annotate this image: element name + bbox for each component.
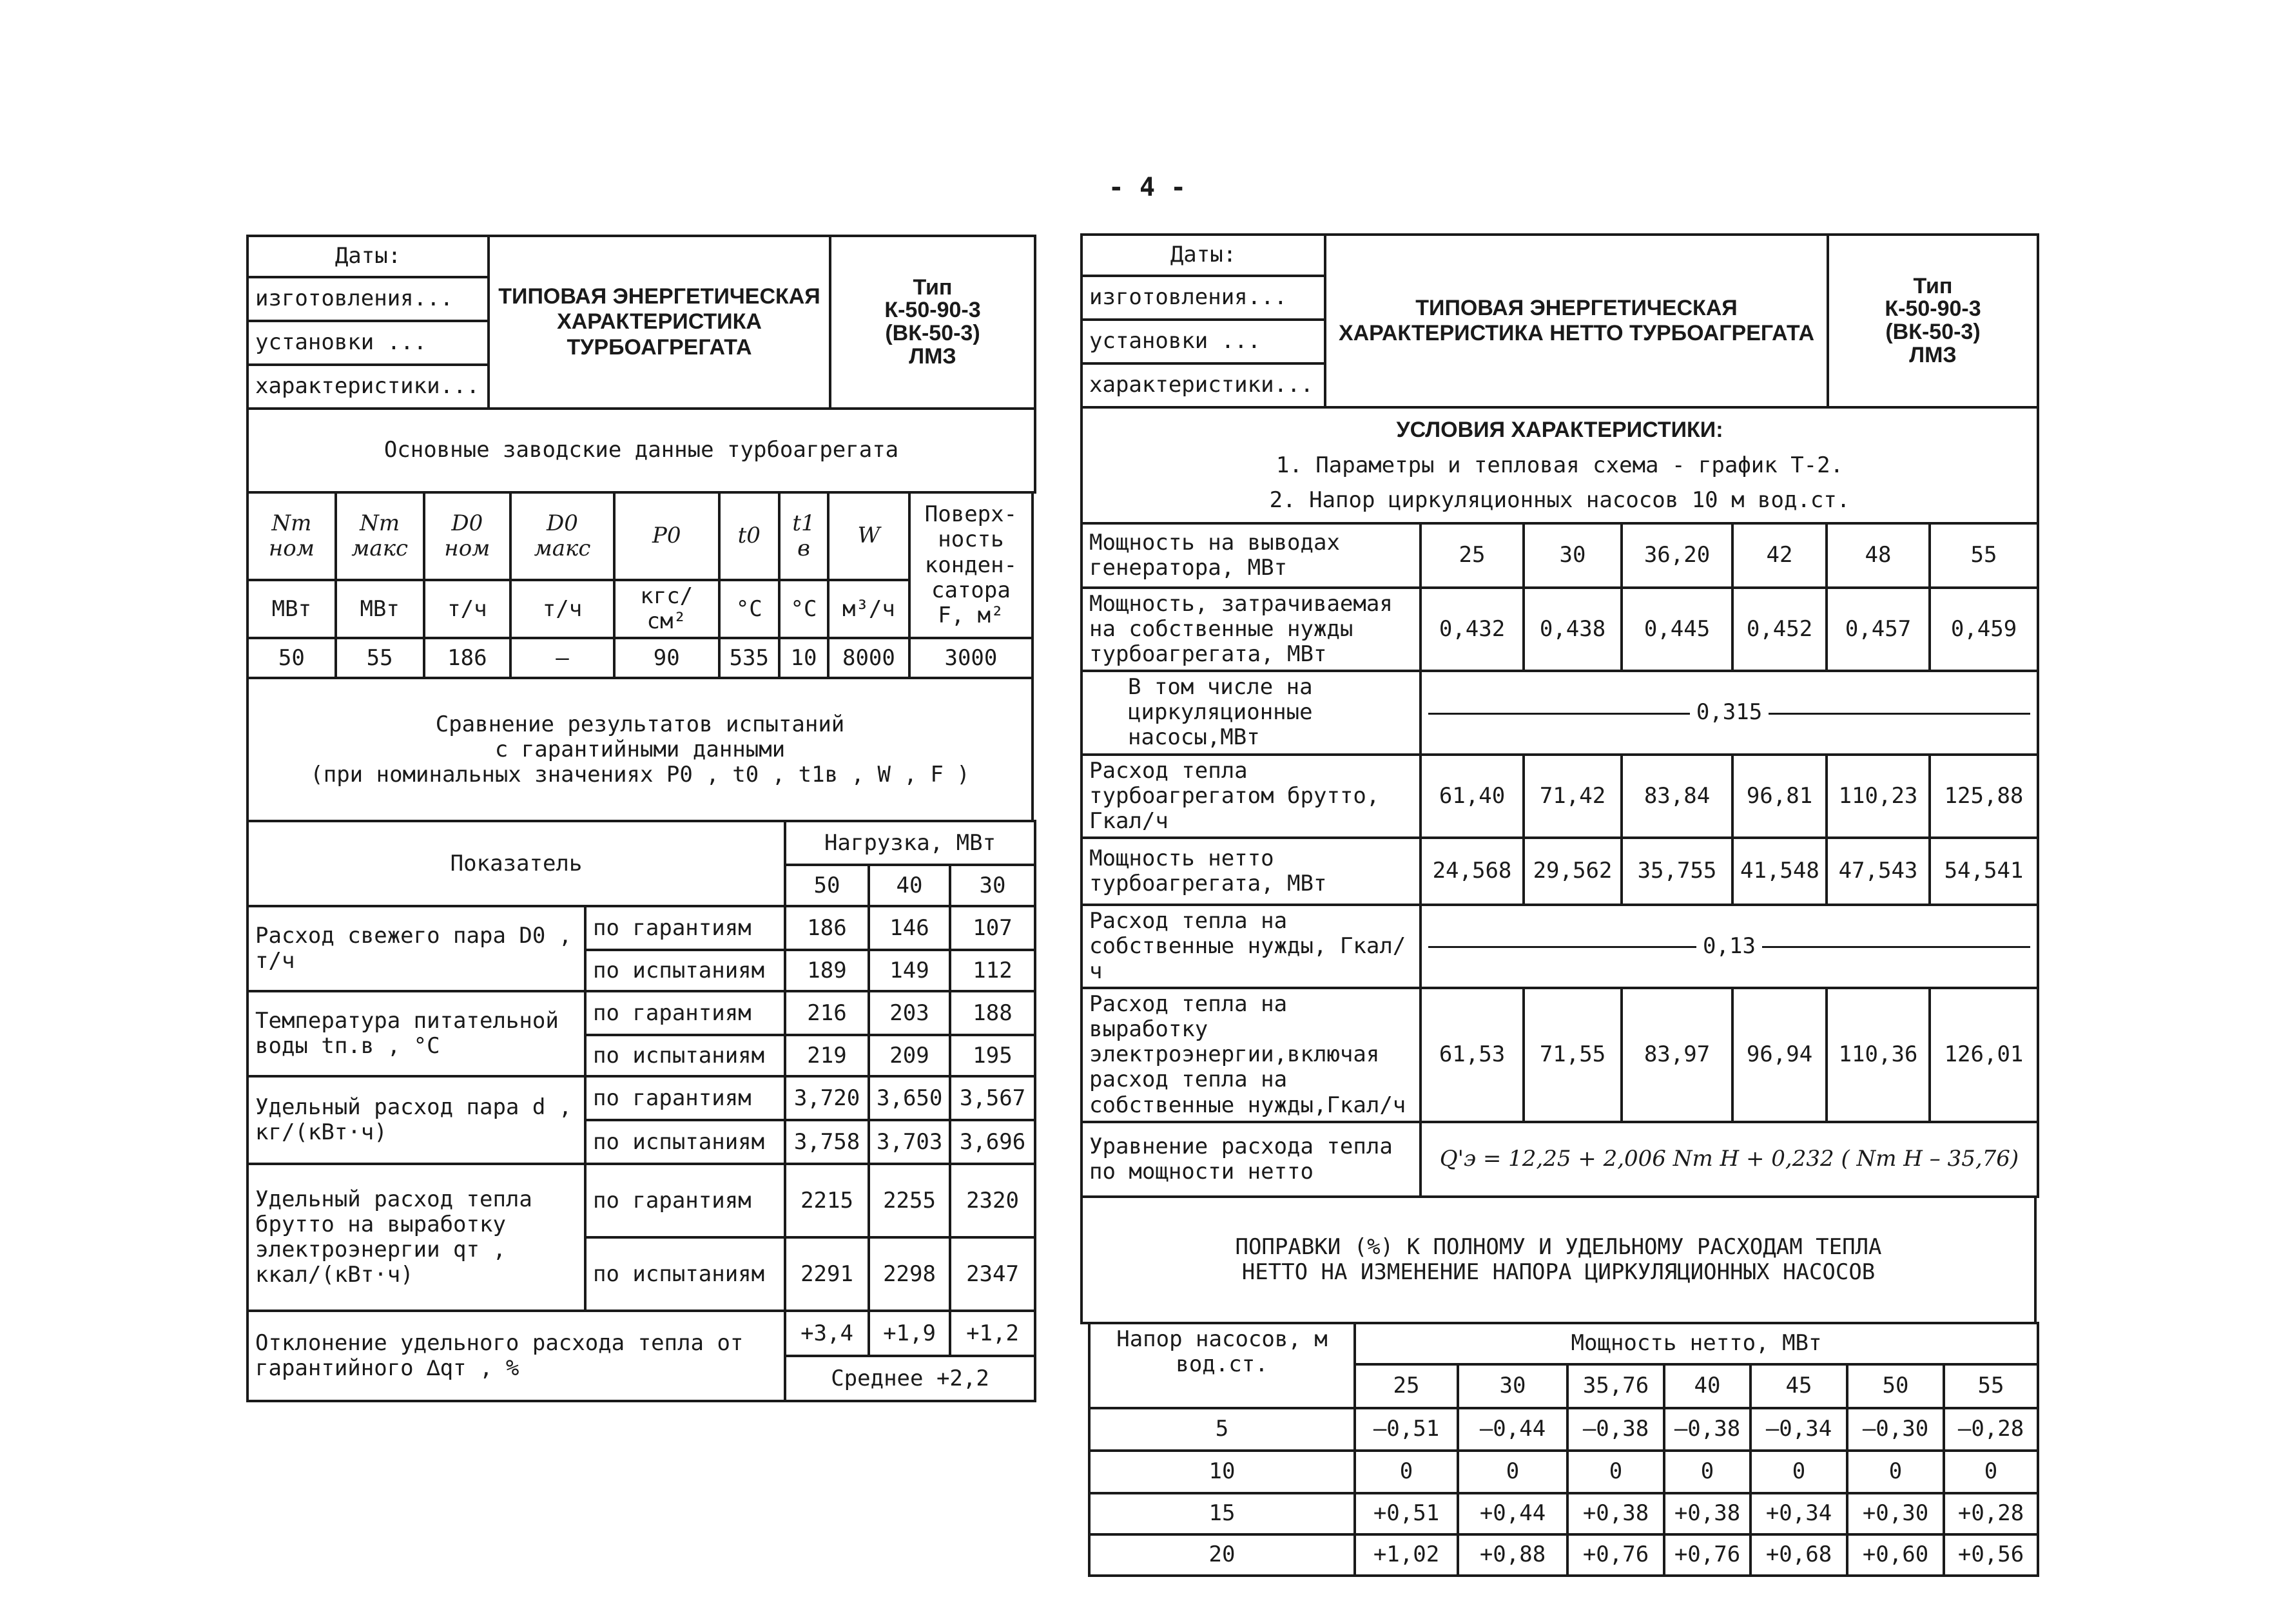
- net-span-cell: [1421, 905, 2038, 988]
- pump-head: 10: [1089, 1451, 1355, 1493]
- power-value: 30: [1458, 1364, 1567, 1408]
- cell-value: 2298: [869, 1237, 950, 1311]
- correction-value: +0,51: [1355, 1493, 1458, 1534]
- col-load: Нагрузка, МВт: [785, 821, 1035, 865]
- sub-label: по гарантиям: [585, 991, 785, 1035]
- comparison-table: [246, 820, 1036, 1402]
- net-value: 83,84: [1622, 755, 1732, 838]
- date-installation: установки ...: [1083, 320, 1324, 363]
- param-value: 535: [719, 638, 779, 678]
- net-row-label: Мощность нетто турбоагрегата, МВт: [1081, 838, 1421, 905]
- net-value: 25: [1421, 523, 1524, 588]
- left-dates-block: [247, 236, 489, 409]
- param-header: t1 в: [779, 492, 828, 580]
- net-span-value: 0,13: [1696, 933, 1762, 959]
- net-row-label: Расход тепла на собственные нужды, Гкал/ч: [1081, 905, 1421, 988]
- cell-value: 2320: [950, 1164, 1035, 1237]
- cell-value: 2215: [785, 1164, 869, 1237]
- right-turbine-type: [1828, 235, 2038, 407]
- net-value: 54,541: [1930, 838, 2038, 905]
- comparison-title-table: [246, 677, 1034, 822]
- corrections-title-table: [1080, 1195, 2037, 1324]
- sub-label: по гарантиям: [585, 1076, 785, 1120]
- correction-value: +0,76: [1664, 1534, 1750, 1576]
- net-value: 96,94: [1732, 988, 1827, 1121]
- net-value: 0,457: [1827, 588, 1930, 671]
- cell-value: 189: [785, 950, 869, 991]
- title-line: ХАРАКТЕРИСТИКА НЕТТО ТУРБОАГРЕГАТА: [1338, 321, 1815, 345]
- type-line: К-50-90-3: [1885, 296, 1981, 322]
- correction-value: +0,28: [1944, 1493, 2038, 1534]
- net-power-header: Мощность нетто, МВт: [1355, 1323, 2038, 1364]
- param-value: 3000: [909, 638, 1033, 678]
- net-value: 96,81: [1732, 755, 1827, 838]
- net-value: 0,432: [1421, 588, 1524, 671]
- param-value: 90: [614, 638, 719, 678]
- net-value: 41,548: [1732, 838, 1827, 905]
- pump-head: 20: [1089, 1534, 1355, 1576]
- load-value: 50: [785, 865, 869, 906]
- param-unit: м³/ч: [828, 580, 909, 638]
- param-header: t0: [719, 492, 779, 580]
- net-row-label: Уравнение расхода тепла по мощности нетто: [1081, 1122, 1421, 1197]
- net-value: 0,452: [1732, 588, 1827, 671]
- net-value: 47,543: [1827, 838, 1930, 905]
- condition-item: 1. Параметры и тепловая схема - график Т-2.: [1275, 452, 1844, 478]
- param-header: D0 ном: [424, 492, 511, 580]
- power-value: 55: [1944, 1364, 2038, 1408]
- param-value: 55: [336, 638, 424, 678]
- indicator-name: Удельный расход пара d , кг/(кВт·ч): [247, 1076, 585, 1164]
- type-line: К-50-90-3: [884, 298, 981, 323]
- net-row-label: В том числе на циркуляционные насосы,МВт: [1081, 671, 1421, 754]
- correction-value: +0,68: [1750, 1534, 1847, 1576]
- cell-value: 2291: [785, 1237, 869, 1311]
- comparison-title-line: Сравнение результатов испытаний: [435, 711, 845, 737]
- sub-label: по испытаниям: [585, 1237, 785, 1311]
- correction-value: 0: [1567, 1451, 1664, 1493]
- type-line: Тип: [913, 275, 953, 300]
- title-line: ТУРБОАГРЕГАТА: [567, 334, 752, 360]
- date-characteristic: характеристики...: [255, 373, 480, 400]
- param-header: Nт макс: [336, 492, 424, 580]
- pump-head-header: Напор насосов, м вод.ст.: [1089, 1323, 1355, 1408]
- net-row-label: Мощность на выводах генератора, МВт: [1081, 523, 1421, 588]
- left-doc-title: [489, 236, 830, 409]
- param-value: 186: [424, 638, 511, 678]
- cell-value: 107: [950, 906, 1035, 950]
- correction-value: +0,30: [1847, 1493, 1944, 1534]
- comparison-title: [247, 678, 1033, 821]
- comparison-title-line: (при номинальных значениях P0 , t0 , t1в , W , F ): [310, 761, 970, 788]
- net-value: 71,42: [1524, 755, 1622, 838]
- cell-value: 203: [869, 991, 950, 1035]
- conditions-block: [1081, 407, 2038, 523]
- correction-value: +0,76: [1567, 1534, 1664, 1576]
- indicator-name: Расход свежего пара D0 , т/ч: [247, 906, 585, 991]
- correction-value: 0: [1847, 1451, 1944, 1493]
- cell-value: 219: [785, 1035, 869, 1076]
- conditions-title: УСЛОВИЯ ХАРАКТЕРИСТИКИ:: [1396, 418, 1723, 443]
- correction-value: 0: [1944, 1451, 2038, 1493]
- correction-value: –0,28: [1944, 1408, 2038, 1451]
- correction-value: –0,34: [1750, 1408, 1847, 1451]
- net-characteristic-table: [1080, 522, 2039, 1198]
- condition-item: 2. Напор циркуляционных насосов 10 м вод.ст.: [1269, 487, 1850, 514]
- net-value: 83,97: [1622, 988, 1732, 1121]
- correction-value: 0: [1750, 1451, 1847, 1493]
- param-value: –: [510, 638, 614, 678]
- correction-value: +0,60: [1847, 1534, 1944, 1576]
- param-unit: т/ч: [510, 580, 614, 638]
- deviation-value: +1,9: [869, 1311, 950, 1356]
- right-dates-block: [1081, 235, 1325, 407]
- left-panel: [246, 235, 1034, 1402]
- corrections-title-line: ПОПРАВКИ (%) К ПОЛНОМУ И УДЕЛЬНОМУ РАСХОДАМ ТЕПЛА: [1235, 1233, 1882, 1260]
- correction-value: +0,44: [1458, 1493, 1567, 1534]
- sub-label: по гарантиям: [585, 906, 785, 950]
- deviation-value: +3,4: [785, 1311, 869, 1356]
- net-value: 0,459: [1930, 588, 2038, 671]
- cell-value: 3,696: [950, 1120, 1035, 1164]
- right-header-table: [1080, 233, 2039, 525]
- correction-value: 0: [1458, 1451, 1567, 1493]
- net-row-label: Мощность, затрачиваемая на собственные нужды турбоагрегата, МВт: [1081, 588, 1421, 671]
- load-value: 30: [950, 865, 1035, 906]
- param-header: D0 макс: [510, 492, 614, 580]
- sub-label: по испытаниям: [585, 1035, 785, 1076]
- indicator-name: Удельный расход тепла брутто на выработку электроэнергии qт , ккал/(кВт·ч): [247, 1164, 585, 1311]
- cell-value: 209: [869, 1035, 950, 1076]
- param-header: P0: [614, 492, 719, 580]
- right-doc-title: [1325, 235, 1828, 407]
- sub-label: по испытаниям: [585, 1120, 785, 1164]
- correction-value: 0: [1355, 1451, 1458, 1493]
- correction-value: +0,34: [1750, 1493, 1847, 1534]
- type-line: (ВК-50-3): [1885, 320, 1981, 344]
- title-line: ТИПОВАЯ ЭНЕРГЕТИЧЕСКАЯ: [1415, 295, 1738, 320]
- type-line: ЛМЗ: [909, 343, 956, 369]
- param-unit: кгс/см²: [614, 580, 719, 638]
- page-number: - 4 -: [1108, 173, 1187, 202]
- load-value: 40: [869, 865, 950, 906]
- param-header: W: [828, 492, 909, 580]
- param-value: 10: [779, 638, 828, 678]
- net-value: 71,55: [1524, 988, 1622, 1121]
- power-value: 25: [1355, 1364, 1458, 1408]
- net-value: 35,755: [1622, 838, 1732, 905]
- net-value: 0,445: [1622, 588, 1732, 671]
- cell-value: 149: [869, 950, 950, 991]
- col-indicator: Показатель: [247, 821, 785, 906]
- pump-head: 15: [1089, 1493, 1355, 1534]
- indicator-name: Температура питательной воды tп.в , °С: [247, 991, 585, 1076]
- pump-head: 5: [1089, 1408, 1355, 1451]
- cell-value: 216: [785, 991, 869, 1035]
- date-manufacture: изготовления...: [249, 277, 487, 321]
- net-value: 42: [1732, 523, 1827, 588]
- net-value: 48: [1827, 523, 1930, 588]
- cell-value: 146: [869, 906, 950, 950]
- correction-value: +0,38: [1567, 1493, 1664, 1534]
- type-line: Тип: [1913, 273, 1953, 298]
- correction-value: +0,88: [1458, 1534, 1567, 1576]
- type-line: ЛМЗ: [1909, 342, 1957, 367]
- date-installation: установки ...: [249, 321, 487, 365]
- param-value: 50: [247, 638, 336, 678]
- net-row-label: Расход тепла на выработку электроэнергии,включая расход тепла на собственные нужды,Гкал/ч: [1081, 988, 1421, 1121]
- net-value: 55: [1930, 523, 2038, 588]
- net-value: 110,23: [1827, 755, 1930, 838]
- date-characteristic: характеристики...: [1089, 372, 1314, 398]
- param-header: Nт ном: [247, 492, 336, 580]
- left-turbine-type: [830, 236, 1035, 409]
- date-manufacture: изготовления...: [1083, 276, 1324, 320]
- deviation-value: +1,2: [950, 1311, 1035, 1356]
- net-value: 110,36: [1827, 988, 1930, 1121]
- correction-value: +0,38: [1664, 1493, 1750, 1534]
- cell-value: 3,758: [785, 1120, 869, 1164]
- cell-value: 195: [950, 1035, 1035, 1076]
- power-value: 45: [1750, 1364, 1847, 1408]
- net-value: 61,40: [1421, 755, 1524, 838]
- type-line: (ВК-50-3): [885, 321, 980, 345]
- sub-label: по испытаниям: [585, 950, 785, 991]
- power-value: 35,76: [1567, 1364, 1664, 1408]
- comparison-title-line: с гарантийными данными: [494, 736, 786, 762]
- net-row-label: Расход тепла турбоагрегатом брутто, Гкал/ч: [1081, 755, 1421, 838]
- net-value: 24,568: [1421, 838, 1524, 905]
- net-span-cell: [1421, 671, 2038, 754]
- title-line: ХАРАКТЕРИСТИКА: [557, 309, 762, 334]
- cell-value: 2255: [869, 1164, 950, 1237]
- correction-value: +0,56: [1944, 1534, 2038, 1576]
- param-unit: т/ч: [424, 580, 511, 638]
- param-unit: МВт: [336, 580, 424, 638]
- correction-value: –0,44: [1458, 1408, 1567, 1451]
- net-span-value: 0,315: [1690, 699, 1769, 725]
- dates-title: Даты:: [1083, 236, 1324, 276]
- net-value: 29,562: [1524, 838, 1622, 905]
- corrections-table: [1088, 1322, 2039, 1577]
- sub-label: по гарантиям: [585, 1164, 785, 1237]
- deviation-label: Отклонение удельного расхода тепла от гарантийного ∆qт , %: [247, 1311, 785, 1401]
- param-unit: °С: [719, 580, 779, 638]
- param-unit: МВт: [247, 580, 336, 638]
- factory-params-table: [246, 491, 1034, 679]
- right-panel: [1080, 233, 2037, 1577]
- cell-value: 186: [785, 906, 869, 950]
- cell-value: 3,567: [950, 1076, 1035, 1120]
- power-value: 50: [1847, 1364, 1944, 1408]
- param-header: Поверх-ность конден-сатора F, м²: [909, 492, 1033, 638]
- param-value: 8000: [828, 638, 909, 678]
- correction-value: –0,51: [1355, 1408, 1458, 1451]
- cell-value: 3,650: [869, 1076, 950, 1120]
- power-value: 40: [1664, 1364, 1750, 1408]
- cell-value: 3,720: [785, 1076, 869, 1120]
- corrections-title: [1081, 1197, 2035, 1323]
- correction-value: +1,02: [1355, 1534, 1458, 1576]
- correction-value: –0,38: [1567, 1408, 1664, 1451]
- net-value: 126,01: [1930, 988, 2038, 1121]
- net-value: 0,438: [1524, 588, 1622, 671]
- cell-value: 112: [950, 950, 1035, 991]
- net-value: 30: [1524, 523, 1622, 588]
- dates-title: Даты:: [249, 237, 487, 277]
- net-value: 61,53: [1421, 988, 1524, 1121]
- factory-data-title: Основные заводские данные турбоагрегата: [247, 409, 1035, 492]
- param-unit: °С: [779, 580, 828, 638]
- heat-equation: Q'э = 12,25 + 2,006 Nт Н + 0,232 ( Nт Н – 35,76): [1421, 1122, 2038, 1197]
- cell-value: 3,703: [869, 1120, 950, 1164]
- title-line: ТИПОВАЯ ЭНЕРГЕТИЧЕСКАЯ: [498, 284, 820, 309]
- cell-value: 188: [950, 991, 1035, 1035]
- correction-value: 0: [1664, 1451, 1750, 1493]
- correction-value: –0,30: [1847, 1408, 1944, 1451]
- net-value: 125,88: [1930, 755, 2038, 838]
- corrections-title-line: НЕТТО НА ИЗМЕНЕНИЕ НАПОРА ЦИРКУЛЯЦИОННЫХ НАСОСОВ: [1241, 1259, 1876, 1285]
- cell-value: 2347: [950, 1237, 1035, 1311]
- net-value: 36,20: [1622, 523, 1732, 588]
- left-header-table: [246, 235, 1036, 494]
- deviation-average: Среднее +2,2: [785, 1356, 1035, 1401]
- correction-value: –0,38: [1664, 1408, 1750, 1451]
